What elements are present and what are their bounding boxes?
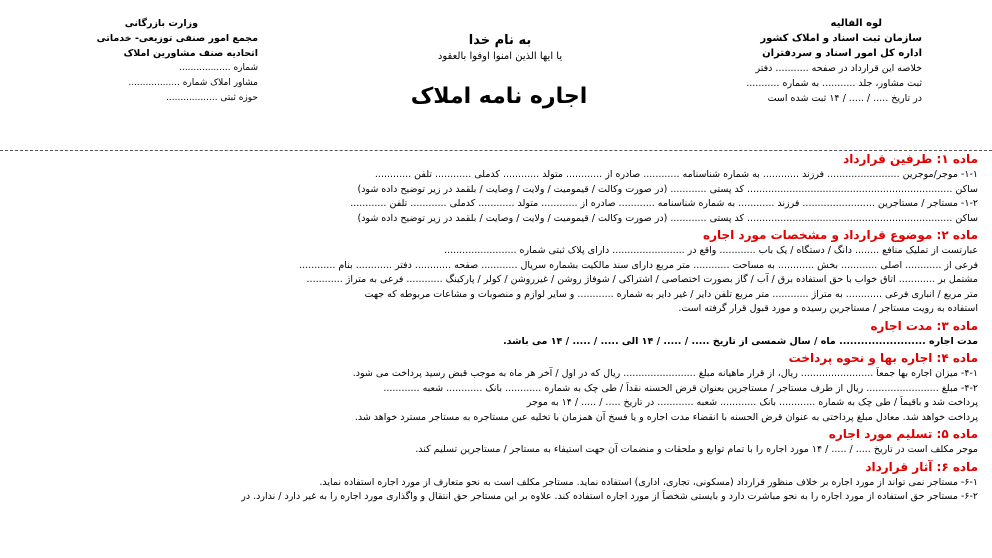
section-title: ماده ۳: مدت اجاره (870, 318, 978, 333)
organization-name: سازمان ثبت اسناد و املاک کشور (760, 33, 922, 44)
section-line: ۶-۱- مستاجر نمی تواند از مورد اجاره بر خلاف منظور قرارداد (مسکونی، تجاری، اداری) استفاده نماید. مستاجر مکلف است به نحو متعارف از مورد اجاره استفاده نماید. (319, 476, 978, 488)
section-line: ساکن .................................................................... کد پستی ............ (در صورت وکالت / قیمومیت / ولایت / وصایت / بلقمد در زیر توضیح داده شود) (357, 183, 978, 195)
section-line: ۶-۲- مستاجر حق استفاده از مورد اجاره را به نحو مباشرت دارد و بایستی شخصاً از مورد اجاره استفاده کند. علاوه بر این مستاجر حق انتقال و واگذاری مورد اجاره را به غیر دارد / ندارد. در (241, 491, 978, 502)
contract-body (14, 150, 978, 505)
section-line: مدت اجاره ........................ ماه / سال شمسی از تاریخ ..... / ..... / ۱۴ الی ..... / ..... / ۱۴ می باشد. (503, 335, 978, 347)
ministry-name: وزارت بازرگانی (124, 18, 198, 29)
section-title: ماده ۵: تسلیم مورد اجاره (828, 427, 978, 441)
section-line: استفاده به رویت مستاجر / مستاجرین رسیده و مورد قبول قرار گرفته است. (678, 303, 978, 314)
document-title: اجاره نامه املاک (410, 84, 588, 109)
registration-page-line: خلاصه این قرارداد در صفحه ........... دفتر (755, 63, 922, 74)
religious-header (390, 32, 610, 64)
section-parties (14, 150, 978, 226)
agency-number-field: مشاور املاک شماره .................. (128, 78, 258, 88)
section-title: ماده ۶: آثار قرارداد (865, 459, 978, 474)
section-line: ۴-۲- مبلغ ........................ ریال از طرف مستاجر / مستاجرین بعنوان قرض الحسنه نقداً / طی چک به شماره ............ بانک ............ شعبه ............ (383, 382, 978, 394)
section-duration (14, 317, 978, 350)
invocation-text: لوه الفالیه (830, 18, 882, 29)
section-title: ماده ۲: موضوع قرارداد و مشخصات مورد اجاره (702, 228, 978, 242)
guild-assembly-name: مجمع امور صنفی توزیعی- خدماتی (96, 33, 258, 44)
section-effects (14, 458, 978, 505)
registration-date-line: در تاریخ ..... / ..... / ۱۴ ثبت شده است (767, 93, 922, 104)
section-subject (14, 226, 978, 317)
section-rent-payment (14, 349, 978, 425)
section-line: ساکن .................................................................... کد پستی ............ (در صورت وکالت / قیمومیت / ولایت / وصایت / بلقمد در زیر توضیح داده شود) (357, 212, 978, 224)
union-header (48, 16, 258, 106)
section-line: ۴-۱- میزان اجاره بها جمعاً ........................ ریال، از قرار ماهیانه مبلغ ........................ ریال که در اول / آخر هر ماه به موجب قبض رسید پرداخت می شود. (352, 368, 978, 379)
section-line: عبارتست از تملیک منافع ........ دانگ / دستگاه / یک باب ............ واقع در ........................ دارای پلاک ثبتی شماره ........................ (444, 245, 978, 256)
registry-header (662, 16, 922, 106)
section-title: ماده ۱: طرفین قرارداد (843, 152, 978, 166)
department-name: اداره کل امور اسناد و سردفتران (762, 48, 922, 59)
section-line: موجر مکلف است در تاریخ ..... / ..... / ۱۴ مورد اجاره را با تمام توابع و ملحقات و منضمات آن جهت استیفاء به مستاجر / مستاجرین تسلیم کند. (415, 444, 978, 455)
registration-volume-line: ثبت مشاور، جلد ........... به شماره ........... (746, 78, 922, 89)
verse-text: یا ایها الذین امنوا اوفوا بالعقود (437, 51, 563, 62)
section-line: متر مربع / انباری فرعی ............ به متراژ ............ متر مربع تلفن دایر / غیر دایر به شماره ............ و سایر لوازم و منصوبات و مشاعات مربوطه که جهت (364, 288, 978, 300)
section-title: ماده ۴: اجاره بها و نحوه پرداخت (788, 351, 978, 365)
section-line: ۱-۱- موجر/موجرین ........................ فرزند ............ به شماره شناسنامه ............ صادره از ............ متولد ............ کدملی ............ تلفن ............ (374, 169, 978, 180)
bismillah-text: به نام خدا (468, 33, 532, 48)
section-line: پرداخت شد و باقیماً / طی چک به شماره ............ بانک ............ شعبه ............ در تاریخ ..... / ..... / ۱۴ به موجر (526, 397, 978, 408)
number-field: شماره .................. (179, 63, 258, 73)
union-name: اتحادیه صنف مشاورین املاک (123, 48, 258, 59)
section-delivery (14, 425, 978, 458)
section-line: فرعی از ............ اصلی ............ بخش ............ به مساحت ............ متر مربع دارای سند مالکیت بشماره سریال ............ صفحه ............ دفتر ............ بنام ............ (299, 259, 978, 271)
section-line: ۱-۲- مستاجر / مستاجرین ........................ فرزند ............ به شماره شناسنامه ............ صادره از ............ متولد ............ کدملی ............ تلفن ............ (350, 198, 978, 209)
section-line: مشتمل بر ............ اتاق خواب با حق استفاده برق / آب / گاز بصورت اختصاصی / اشتراکی / شوفاژ روشن / غیرروشن / کولر / پارکینگ ............ فرعی به متراژ ............ (306, 274, 978, 285)
section-line: پرداخت خواهد شد. معادل مبلغ پرداختی به عنوان قرض الحسنه با انقضاء مدت اجاره و یا فسخ آن همزمان با تخلیه عین مستاجره به مستاجر مسترد خواهد شد. (354, 411, 978, 423)
registry-zone-field: حوزه ثبتی .................. (166, 93, 258, 103)
